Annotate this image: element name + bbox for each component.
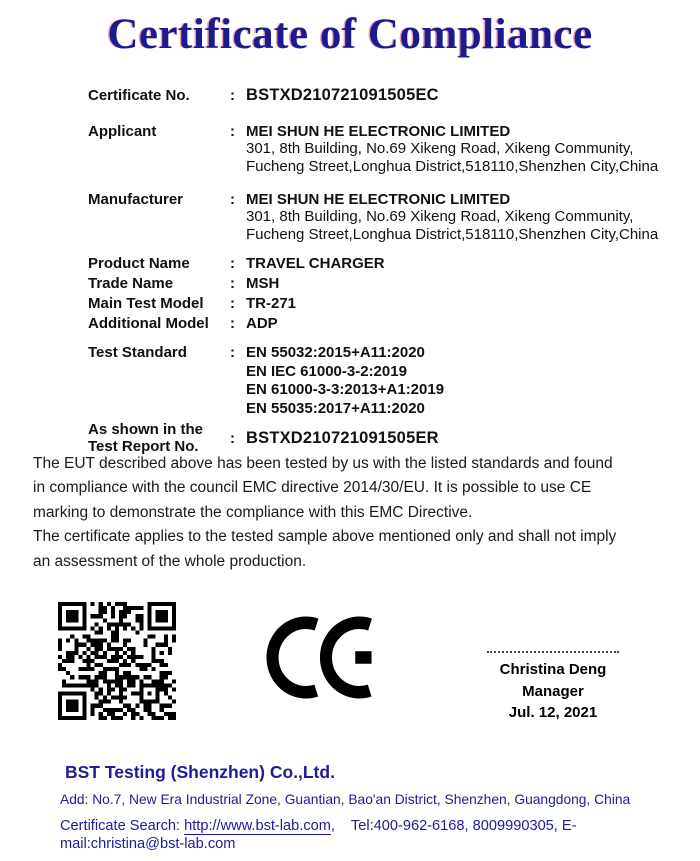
test-standard-line: EN 55035:2017+A11:2020 bbox=[246, 399, 425, 417]
statement-line: an assessment of the whole production. bbox=[33, 552, 307, 570]
field-label: Additional Model bbox=[88, 315, 209, 332]
manufacturer-address-line2: Fucheng Street,Longhua District,518110,Shenzhen City,China bbox=[246, 225, 659, 243]
field-label: Manufacturer bbox=[88, 191, 184, 208]
compliance-statement bbox=[33, 452, 683, 574]
field-label: Test Standard bbox=[88, 344, 187, 361]
field-colon: : bbox=[230, 344, 235, 361]
field-value bbox=[246, 344, 673, 418]
certificate-search-label: Certificate Search: bbox=[60, 818, 185, 834]
field-colon: : bbox=[230, 123, 235, 140]
statement-line: in compliance with the council EMC directive 2014/30/EU. It is possible to use CE bbox=[33, 479, 592, 497]
field-colon: : bbox=[230, 429, 235, 447]
field-value: BSTXD210721091505ER bbox=[246, 428, 439, 447]
manufacturer-name: MEI SHUN HE ELECTRONIC LIMITED bbox=[246, 191, 511, 208]
signature-name: Christina Deng bbox=[499, 661, 607, 678]
field-colon: : bbox=[230, 87, 235, 104]
field-colon: : bbox=[230, 315, 235, 332]
footer-address: Add: No.7, New Era Industrial Zone, Guantian, Bao'an District, Shenzhen, Guangdong, China bbox=[60, 792, 631, 807]
test-standard-line: EN 55032:2015+A11:2020 bbox=[246, 344, 425, 361]
field-colon: : bbox=[230, 295, 235, 312]
manufacturer-address-line1: 301, 8th Building, No.69 Xikeng Road, Xikeng Community, bbox=[246, 208, 634, 225]
statement-line: The EUT described above has been tested by us with the listed standards and found bbox=[33, 455, 613, 472]
field-value: ADP bbox=[246, 315, 278, 332]
field-main-test-model bbox=[88, 295, 673, 312]
signature-block bbox=[478, 651, 628, 724]
field-label: Main Test Model bbox=[88, 295, 204, 312]
signature-line bbox=[487, 651, 619, 653]
field-certificate-no bbox=[88, 87, 673, 104]
field-additional-model bbox=[88, 315, 673, 332]
field-value: TRAVEL CHARGER bbox=[246, 255, 385, 272]
statement-line: marking to demonstrate the compliance with this EMC Directive. bbox=[33, 503, 473, 521]
signature-role: Manager bbox=[522, 682, 584, 700]
field-label: Product Name bbox=[88, 255, 190, 272]
field-label: Certificate No. bbox=[88, 87, 190, 104]
field-label-line2: Test Report No. bbox=[88, 438, 199, 455]
field-manufacturer bbox=[88, 191, 673, 243]
field-label-line1: As shown in the bbox=[88, 421, 204, 438]
field-trade-name bbox=[88, 275, 673, 292]
field-test-standard bbox=[88, 344, 673, 418]
field-value bbox=[246, 191, 673, 243]
signature-date: Jul. 12, 2021 bbox=[508, 704, 598, 721]
statement-line: The certificate applies to the tested sample above mentioned only and shall not imply bbox=[33, 528, 617, 546]
applicant-name: MEI SHUN HE ELECTRONIC LIMITED bbox=[246, 123, 511, 140]
field-colon: : bbox=[230, 275, 235, 292]
field-label bbox=[88, 421, 230, 455]
ce-mark-icon bbox=[266, 616, 372, 704]
test-standard-line: EN 61000-3-3:2013+A1:2019 bbox=[246, 381, 445, 398]
field-value bbox=[246, 123, 673, 175]
product-field-group bbox=[88, 255, 673, 332]
field-value: TR-271 bbox=[246, 295, 297, 312]
field-label: Trade Name bbox=[88, 275, 174, 292]
field-colon: : bbox=[230, 255, 235, 272]
field-colon: : bbox=[230, 191, 235, 208]
test-standard-line: EN IEC 61000-3-2:2019 bbox=[246, 362, 407, 380]
field-applicant bbox=[88, 123, 673, 175]
applicant-address-line1: 301, 8th Building, No.69 Xikeng Road, Xikeng Community, bbox=[246, 140, 634, 157]
certificate-title: Certificate of Compliance bbox=[107, 11, 593, 58]
footer-contact-line bbox=[60, 817, 680, 853]
certificate-search-link[interactable]: http://www.bst-lab.com bbox=[184, 818, 331, 834]
certificate-fields bbox=[88, 80, 673, 455]
field-label: Applicant bbox=[88, 123, 157, 140]
footer-company-name: BST Testing (Shenzhen) Co.,Ltd. bbox=[65, 762, 335, 782]
lab-footer bbox=[60, 761, 680, 853]
field-test-report-no bbox=[88, 421, 673, 455]
field-value: BSTXD210721091505EC bbox=[246, 86, 439, 104]
footer-contact-rest: , Tel:400-962-6168, 8009990305, E-mail:christina@bst-lab.com bbox=[60, 818, 577, 852]
field-product-name bbox=[88, 255, 673, 272]
marks-and-signature-row bbox=[0, 595, 700, 745]
field-value: MSH bbox=[246, 275, 280, 292]
applicant-address-line2: Fucheng Street,Longhua District,518110,Shenzhen City,China bbox=[246, 157, 659, 175]
qr-code-icon bbox=[58, 602, 176, 720]
